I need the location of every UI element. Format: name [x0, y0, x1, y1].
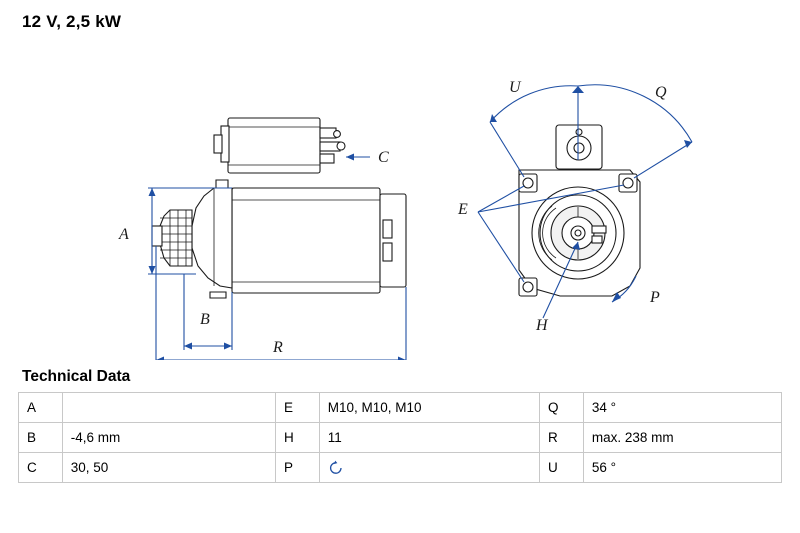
spec-value-p [319, 453, 539, 483]
svg-text:R: R [273, 339, 283, 356]
spec-key-p: P [275, 453, 319, 483]
svg-text:C: C [378, 149, 389, 166]
table-row [19, 393, 782, 423]
spec-key-a: A [19, 393, 63, 423]
svg-text:B: B [200, 311, 210, 328]
spec-key-h: H [275, 423, 319, 453]
table-row [19, 423, 782, 453]
technical-data-table-wrap [18, 392, 782, 483]
spec-value-b: -4,6 mm [62, 423, 275, 453]
label-c-leader [346, 149, 389, 166]
svg-text:U: U [509, 79, 521, 96]
svg-text:E: E [458, 201, 468, 218]
table-row [19, 453, 782, 483]
side-view [118, 118, 406, 360]
front-view [457, 79, 692, 334]
technical-data-table [18, 392, 782, 483]
svg-text:Q: Q [655, 84, 667, 101]
drawing-svg [0, 30, 800, 360]
spec-key-u: U [539, 453, 583, 483]
spec-value-a [62, 393, 275, 423]
spec-value-c: 30, 50 [62, 453, 275, 483]
svg-text:A: A [119, 226, 129, 243]
spec-value-r: max. 238 mm [583, 423, 781, 453]
rotation-clockwise-icon [328, 460, 344, 476]
technical-data-heading: Technical Data [22, 368, 131, 385]
spec-value-u: 56 ° [583, 453, 781, 483]
spec-value-q: 34 ° [583, 393, 781, 423]
spec-value-h: 11 [319, 423, 539, 453]
spec-value-e: M10, M10, M10 [319, 393, 539, 423]
page-title: 12 V, 2,5 kW [22, 12, 122, 31]
spec-key-q: Q [539, 393, 583, 423]
spec-key-r: R [539, 423, 583, 453]
spec-key-c: C [19, 453, 63, 483]
spec-key-e: E [275, 393, 319, 423]
technical-drawing [0, 30, 800, 360]
spec-key-b: B [19, 423, 63, 453]
svg-text:H: H [536, 317, 548, 334]
svg-text:P: P [650, 289, 660, 306]
